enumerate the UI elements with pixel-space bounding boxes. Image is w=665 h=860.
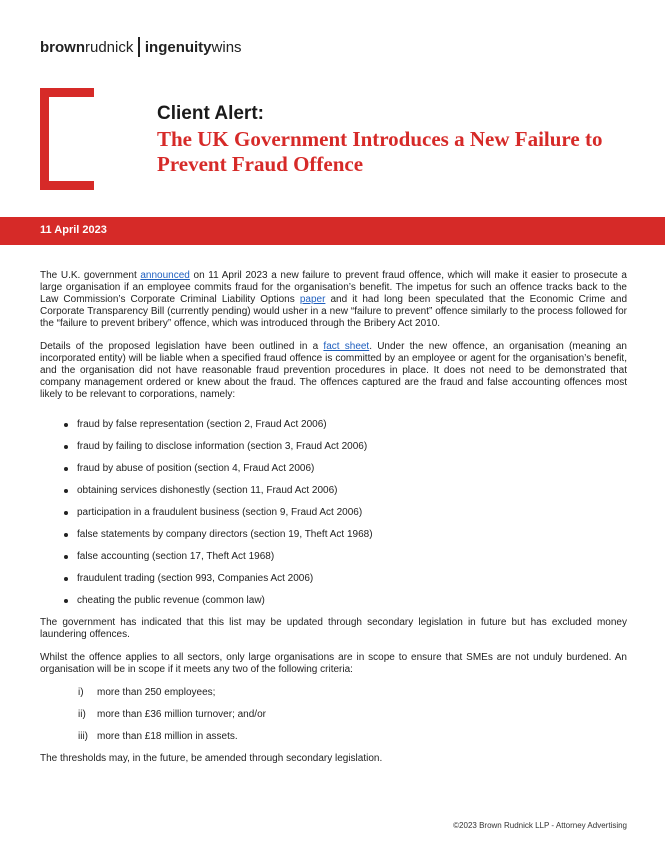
criteria-number: ii) [78,709,86,720]
logo-brown: brown [40,38,85,56]
exclusions-paragraph: The government has indicated that this list may be updated through secondary legislation in future but has excluded money laundering offences. [40,617,627,640]
logo-divider [138,37,140,57]
list-item: fraud by abuse of position (section 4, Fraud Act 2006) [40,463,627,475]
criteria-number: i) [78,687,84,698]
criteria-text: more than £36 million turnover; and/or [97,709,266,720]
text-segment: The U.K. government [40,270,141,281]
thresholds-paragraph: The thresholds may, in the future, be amended through secondary legislation. [40,753,383,764]
brand-logo [40,37,242,57]
paper-link[interactable]: paper [299,294,326,305]
list-item: participation in a fraudulent business (section 9, Fraud Act 2006) [40,507,627,519]
list-item: obtaining services dishonestly (section 11, Fraud Act 2006) [40,485,627,497]
intro-paragraph [40,270,627,330]
list-item: false statements by company directors (section 19, Theft Act 1968) [40,529,627,541]
list-item [40,709,627,721]
scope-paragraph: Whilst the offence applies to all sectors, only large organisations are in scope to ensure that SMEs are not unduly burdened. An organisation will be in scope if it meets any two of the following criteria: [40,652,627,675]
publication-date: 11 April 2023 [40,224,107,236]
text-segment: . Under the new offence, an organisation (meaning an incorporated entity) will be liable when a specified fraud offence is committed by an employee or agent for the organisation’s benefit, and the organisation did not have reasonable fraud prevention procedures in place. It does not need to be demonstrated that company management ordered or knew about the fraud. The offences captured are the fraud and false accounting offences most likely to be relevant to corporations, namely: [40,341,627,400]
details-paragraph [40,341,627,401]
criteria-list [40,687,627,743]
alert-headline: The UK Government Introduces a New Failure to Prevent Fraud Offence [157,127,603,176]
red-bracket-decoration [40,88,94,190]
criteria-text: more than £18 million in assets. [97,731,238,742]
list-item: false accounting (section 17, Theft Act 1968) [40,551,627,563]
text-segment: on 11 April 2023 a new failure to prevent fraud offence, which will make it easier to prosecute a large organisation if an employee commits fraud for the organisation’s benefit. The impetus for such an offence tracks back to the Law Commission’s Corporate Criminal Liability Options [40,270,627,305]
list-item: cheating the public revenue (common law) [40,595,627,607]
client-alert-label: Client Alert: [157,103,264,124]
announced-link[interactable]: announced [140,270,190,281]
list-item [40,687,627,699]
logo-rudnick: rudnick [85,38,134,56]
fact-sheet-link[interactable]: fact sheet [323,341,370,352]
list-item: fraudulent trading (section 993, Companies Act 2006) [40,573,627,585]
list-item [40,731,627,743]
list-item: fraud by false representation (section 2, Fraud Act 2006) [40,419,627,431]
text-segment: Details of the proposed legislation have been outlined in a [40,341,324,352]
logo-ingenuity: ingenuity [144,38,212,56]
article-body [40,270,627,776]
text-segment: and it had long been speculated that the Economic Crime and Corporate Transparency Bill (currently pending) would usher in a new “failure to prevent” offence similarly to the process followed for the “failure to prevent bribery” offence, which was introduced through the Bribery Act 2010. [40,294,628,329]
list-item: fraud by failing to disclose information (section 3, Fraud Act 2006) [40,441,627,453]
logo-wins: wins [211,38,242,56]
date-banner [0,217,665,245]
criteria-text: more than 250 employees; [97,687,216,698]
offences-list [40,419,627,607]
footer-copyright: ©2023 Brown Rudnick LLP - Attorney Advertising [453,821,627,830]
criteria-number: iii) [78,731,88,742]
